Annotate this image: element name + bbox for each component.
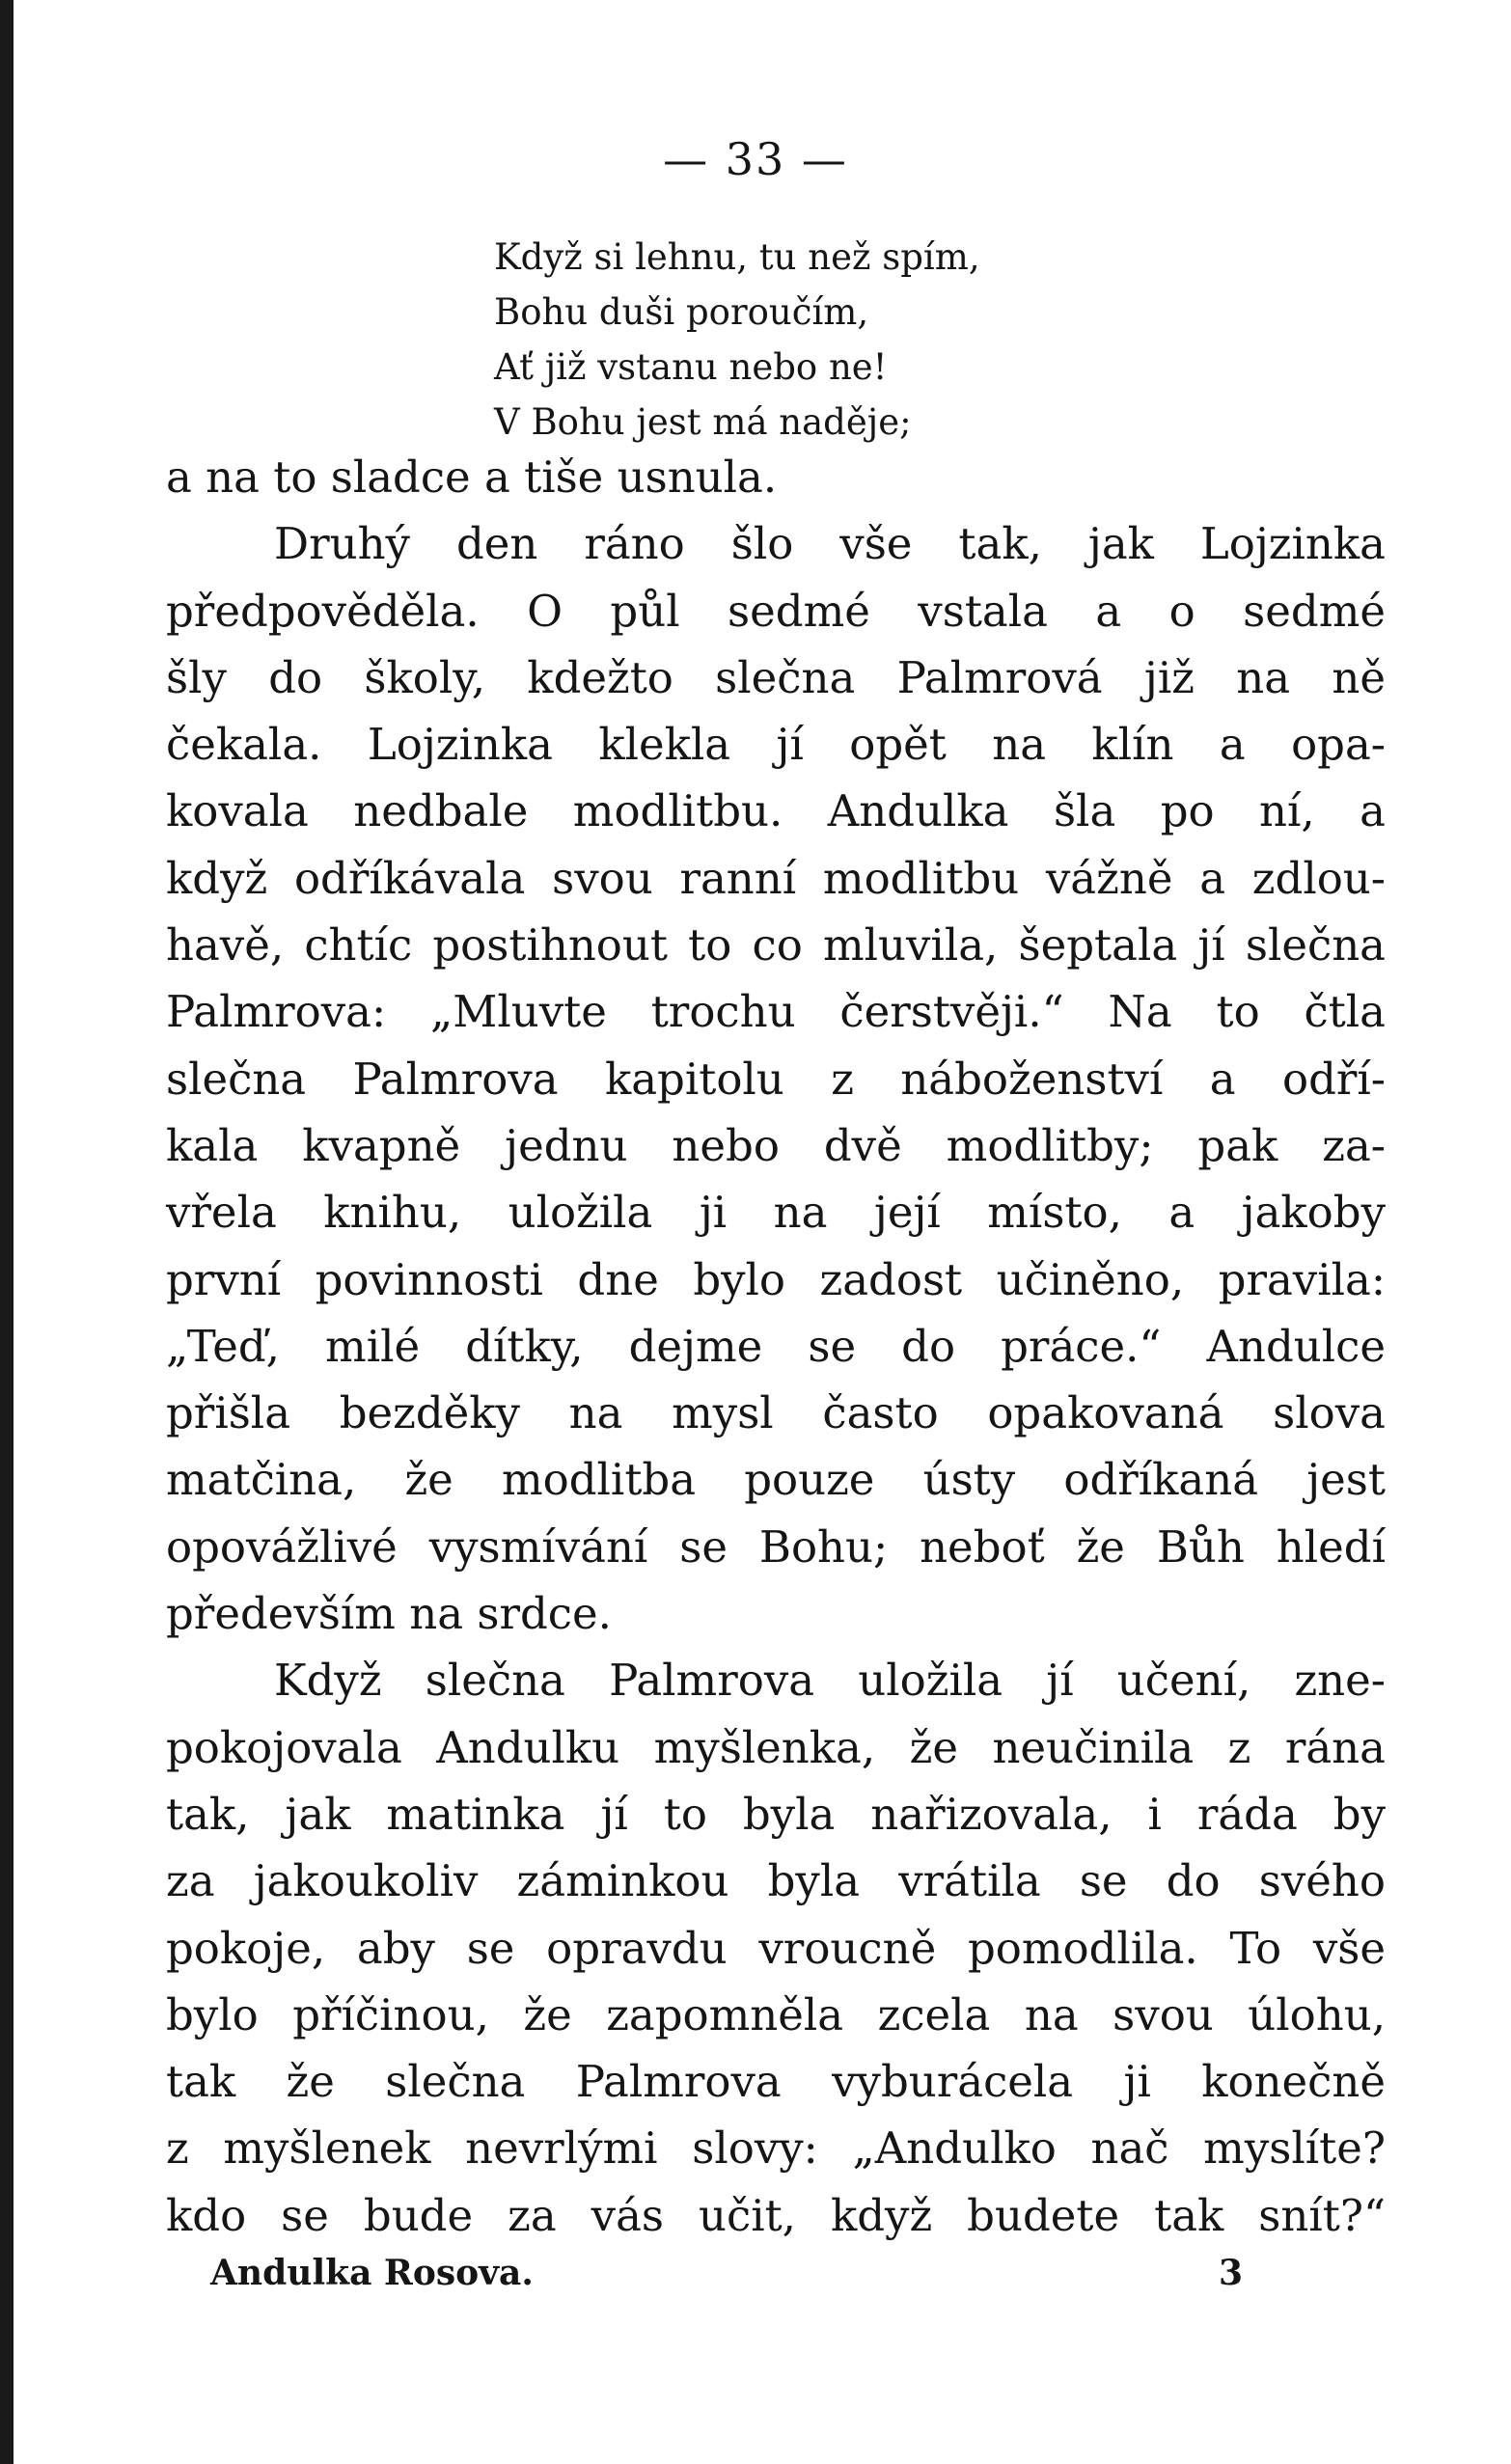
- scan-edge: [0, 0, 14, 2464]
- poem-line: V Bohu jest má naděje;: [494, 401, 912, 443]
- text-line: a na to sladce a tiše usnula.: [166, 452, 778, 503]
- text-line: matčina, že modlitba pouze ústy odříkaná jest: [166, 1454, 1386, 1506]
- text-line: pokojovala Andulku myšlenka, že neučinila z rána: [166, 1721, 1386, 1773]
- text-line: opovážlivé vysmívání se Bohu; neboť že Bůh hledí: [166, 1520, 1386, 1573]
- text-line: Druhý den ráno šlo vše tak, jak Lojzinka: [274, 518, 1386, 570]
- poem-line: Bohu duši poroučím,: [494, 291, 869, 333]
- text-line: bylo příčinou, že zapomněla zcela na svou úlohu,: [166, 1988, 1386, 2040]
- poem-line: Ať již vstanu nebo ne!: [494, 346, 888, 388]
- signature-mark: 3: [1218, 2253, 1243, 2293]
- text-line: kdo se bude za vás učit, když budete tak snít?“: [166, 2189, 1386, 2241]
- text-line: tak, jak matinka jí to byla nařizovala, i ráda by: [166, 1788, 1386, 1840]
- text-line: předpověděla. O půl sedmé vstala a o sedmé: [166, 585, 1386, 637]
- text-line: Palmrova: „Mluvte trochu čerstvěji.“ Na to čtla: [166, 986, 1386, 1038]
- text-line: kala kvapně jednu nebo dvě modlitby; pak za-: [166, 1119, 1386, 1171]
- footer-title: Andulka Rosova.: [210, 2253, 534, 2293]
- body-text: [166, 444, 1386, 2249]
- text-line: když odříkávala svou ranní modlitbu vážně a zdlou-: [166, 852, 1386, 904]
- text-line: slečna Palmrova kapitolu z náboženství a odří-: [166, 1053, 1386, 1105]
- text-line: první povinnosti dne bylo zadost učiněno, pravila:: [166, 1253, 1386, 1305]
- text-line: havě, chtíc postihnout to co mluvila, šeptala jí slečna: [166, 919, 1386, 972]
- text-line: „Teď, milé dítky, dejme se do práce.“ Andulce: [166, 1320, 1386, 1372]
- poem-stanza: [494, 230, 1459, 450]
- text-line: Když slečna Palmrova uložila jí učení, zne-: [274, 1655, 1386, 1707]
- text-line: kovala nedbale modlitbu. Andulka šla po ní, a: [166, 785, 1386, 837]
- text-line: pokoje, aby se opravdu vroucně pomodlila. To vše: [166, 1922, 1386, 1974]
- page-footer: [210, 2253, 1243, 2293]
- text-line: vřela knihu, uložila ji na její místo, a jakoby: [166, 1187, 1386, 1239]
- text-line: především na srdce.: [166, 1588, 612, 1640]
- text-line: šly do školy, kdežto slečna Palmrová již na ně: [166, 651, 1386, 703]
- text-line: čekala. Lojzinka klekla jí opět na klín a opa-: [166, 719, 1386, 771]
- text-line: tak že slečna Palmrova vyburácela ji konečně: [166, 2056, 1386, 2108]
- page-number: — 33 —: [663, 133, 848, 185]
- text-line: přišla bezděky na mysl často opakovaná slova: [166, 1387, 1386, 1439]
- text-line: za jakoukoliv záminkou byla vrátila se do svého: [166, 1855, 1386, 1907]
- text-line: z myšlenek nevrlými slovy: „Andulko nač myslíte?: [166, 2122, 1386, 2175]
- poem-line: Když si lehnu, tu než spím,: [494, 236, 980, 278]
